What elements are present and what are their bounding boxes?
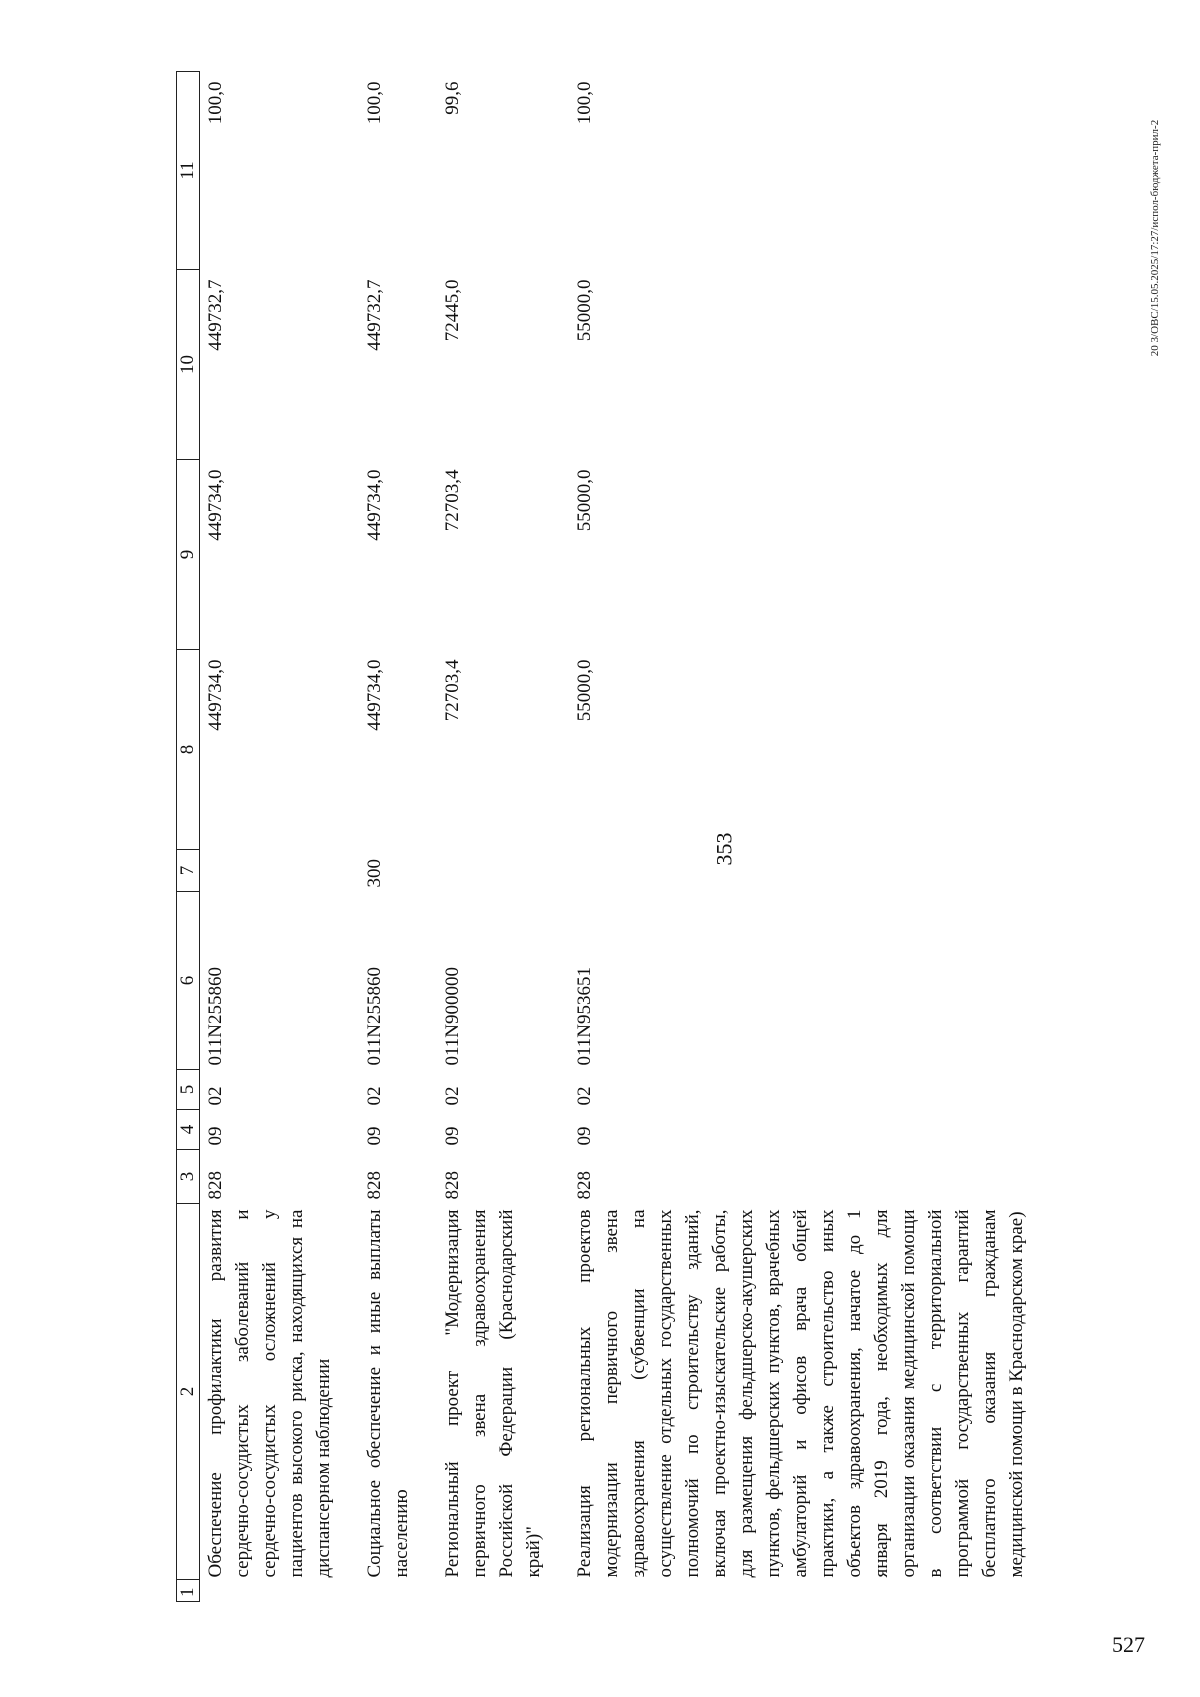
cell-grbs: 828: [364, 1171, 385, 1200]
column-header: 8: [177, 650, 200, 850]
table-row: [569, 72, 1052, 1602]
cell-col8: 449734,0: [364, 659, 385, 731]
cell-col9: 449734,0: [205, 469, 226, 541]
cell-section: 09: [574, 1126, 595, 1146]
cell-col8: 55000,0: [574, 659, 595, 722]
column-header: 4: [177, 1110, 200, 1150]
cell-section: 09: [442, 1126, 463, 1146]
table-row: [359, 72, 437, 1602]
table-header-row: [177, 72, 200, 1602]
cell-col9: 72703,4: [442, 469, 463, 532]
column-header: 10: [177, 270, 200, 460]
cell-col11: 100,0: [364, 81, 385, 125]
cell-col9: 449734,0: [364, 469, 385, 541]
column-header: 3: [177, 1150, 200, 1204]
cell-grbs: 828: [205, 1171, 226, 1200]
cell-col9: 55000,0: [574, 469, 595, 532]
cell-expense-type: [200, 850, 360, 892]
cell-subsection: 02: [574, 1086, 595, 1106]
budget-table: [176, 71, 1052, 1602]
row-name: Обеспечение профилактики развития сердечно-сосудистых заболеваний и сердечно-сосудистых осложнений у пациентов высокого риска, находящихся на диспансерном наблюдении: [205, 1209, 334, 1578]
cell-col11: 99,6: [442, 81, 463, 115]
cell-expense-type: [569, 850, 1052, 892]
cell-grbs: 828: [442, 1171, 463, 1200]
cell-col10: 72445,0: [442, 279, 463, 342]
column-header: 5: [177, 1070, 200, 1110]
cell-subsection: 02: [442, 1086, 463, 1106]
row-name: Реализация региональных проектов модернизации первичного звена здравоохранения (субвенции на осуществление отдельных государственных полномочий по строительству зданий, включая проектно-изыскательские работы, для размещения фельдшерско-акушерских пунктов, фельдшерских пунктов, врачебных амбулаторий и офисов врача общей практики, а также строительство иных объектов здравоохранения, начатое до 1 января 2019 года, необходимых для организации оказания медицинской помощи в соответствии с территориальной программой государственных гарантий бесплатного оказания гражданам медицинской помощи в Краснодарском крае): [574, 1209, 1027, 1578]
cell-col8: 72703,4: [442, 659, 463, 722]
cell-section: 09: [205, 1126, 226, 1146]
cell-target-article: 011N953651: [574, 966, 595, 1066]
column-header: 1: [177, 1580, 200, 1602]
table-row: [437, 72, 569, 1602]
column-header: 9: [177, 460, 200, 650]
cell-subsection: 02: [205, 1086, 226, 1106]
cell-col8: 449734,0: [205, 659, 226, 731]
cell-col11: 100,0: [205, 81, 226, 125]
cell-expense-type: [437, 850, 569, 892]
row-name: Социальное обеспечение и иные выплаты населению: [364, 1209, 412, 1578]
row-name: Региональный проект "Модернизация первичного звена здравоохранения Российской Федерации (Краснодарский край)": [442, 1209, 544, 1578]
column-header: 11: [177, 72, 200, 270]
cell-col11: 100,0: [574, 81, 595, 125]
cell-col10: 449732,7: [364, 279, 385, 351]
cell-expense-type: 300: [364, 859, 385, 888]
cell-target-article: 011N900000: [442, 966, 463, 1066]
document-path-footer: 20 3/ОВС/15.05.2025/17:27/испол-бюджета-прил-2: [1149, 119, 1161, 357]
cell-col10: 449732,7: [205, 279, 226, 351]
cell-grbs: 828: [574, 1171, 595, 1200]
cell-col10: 55000,0: [574, 279, 595, 342]
table-row: [200, 72, 360, 1602]
budget-table-rotated: [176, 72, 1064, 1602]
page-number-bottom: 527: [1112, 1632, 1145, 1657]
cell-subsection: 02: [364, 1086, 385, 1106]
page-number-top: 353: [711, 832, 737, 866]
cell-section: 09: [364, 1126, 385, 1146]
column-header: 2: [177, 1204, 200, 1580]
column-header: 7: [177, 850, 200, 892]
column-header: 6: [177, 892, 200, 1070]
cell-target-article: 011N255860: [205, 966, 226, 1066]
cell-target-article: 011N255860: [364, 966, 385, 1066]
